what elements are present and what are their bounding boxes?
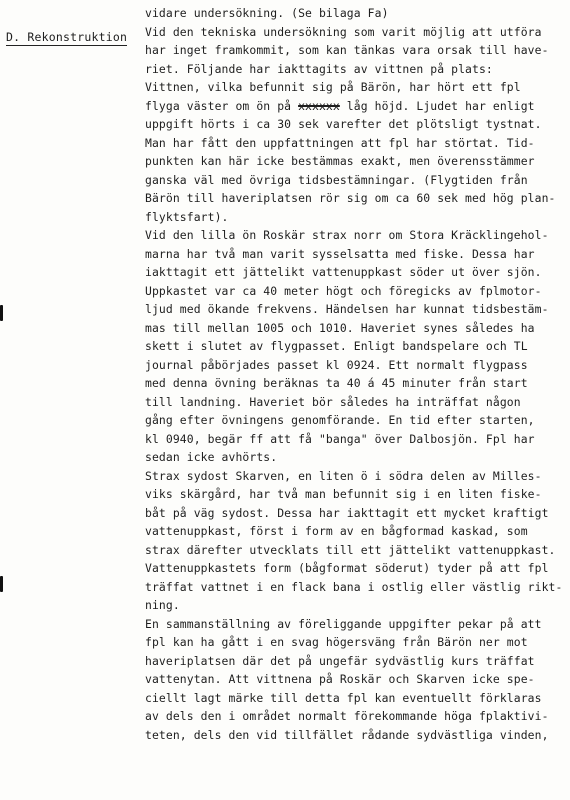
text-line: Man har fått den uppfattningen att fpl har störtat. Tid- bbox=[145, 135, 535, 150]
text-line: flyga väster om ön på xxxxxx låg höjd. Ljudet har enligt bbox=[145, 98, 535, 113]
text-line: skett i slutet av flygpasset. Enligt bandspelare och TL bbox=[145, 339, 528, 353]
text-line: kl 0940, begär ff att få "banga" över Dalbosjön. Fpl har bbox=[145, 431, 535, 446]
text-line: strax därefter utvecklats till ett jättelikt vattenuppkast. bbox=[145, 542, 556, 557]
text-line: gång efter övningens genomförande. En tid efter starten, bbox=[145, 413, 535, 427]
text-line: Vid den lilla ön Roskär strax norr om Stora Kräcklingehol- bbox=[145, 228, 549, 242]
text-line: med denna övning beräknas ta 40 á 45 minuter från start bbox=[145, 376, 528, 390]
text-line: Vid den tekniska undersökning som varit möjlig att utföra bbox=[145, 24, 542, 39]
text-line: En sammanställning av föreliggande uppgifter pekar på att bbox=[145, 616, 542, 631]
text-line: Strax sydost Skarven, en liten ö i södra delen av Milles- bbox=[145, 468, 542, 483]
text-line: av dels den i området normalt förekommande höga fplaktivi- bbox=[145, 709, 549, 723]
text-line: Vittnen, vilka befunnit sig på Bärön, har hört ett fpl bbox=[145, 80, 521, 94]
text-line: iakttagit ett jättelikt vattenuppkast söder ut över sjön. bbox=[145, 265, 542, 279]
text-line: punkten kan här icke bestämmas exakt, men överensstämmer bbox=[145, 154, 535, 168]
text-line: journal påbörjades passet kl 0924. Ett normalt flygpass bbox=[145, 357, 528, 372]
margin-punch-mark bbox=[0, 305, 3, 321]
text-line: Bärön till haveriplatsen rör sig om ca 60 sek med hög plan- bbox=[145, 191, 556, 205]
text-line: ljud med ökande frekvens. Händelsen har kunnat tidsbestäm- bbox=[145, 302, 549, 316]
text-line: Vattenuppkastets form (bågformat söderut) tyder på att fpl bbox=[145, 561, 549, 575]
text-line: träffat vattnet i en flack bana i ostlig eller västlig rikt- bbox=[145, 579, 563, 594]
text-line: vattenuppkast, först i form av en bågformad kaskad, som bbox=[145, 524, 528, 538]
text-line: mas till mellan 1005 och 1010. Haveriet synes således ha bbox=[145, 320, 535, 335]
section-heading: D. Rekonstruktion bbox=[6, 30, 128, 44]
text-line: sedan icke avhörts. bbox=[145, 450, 278, 464]
text-line: teten, dels den vid tillfället rådande sydvästliga vinden, bbox=[145, 727, 549, 742]
margin-punch-mark bbox=[0, 576, 3, 592]
text-line: vattenytan. Att vittnena på Roskär och Skarven icke spe- bbox=[145, 672, 535, 686]
text-line: fpl kan ha gått i en svag högersväng från Bärön ner mot bbox=[145, 635, 528, 649]
text-line: Uppkastet var ca 40 meter högt och föregicks av fplmotor- bbox=[145, 283, 542, 298]
text-line: marna har två man varit sysselsatta med fiske. Dessa har bbox=[145, 246, 535, 261]
text-line: ciellt lagt märke till detta fpl kan eventuellt förklaras bbox=[145, 690, 542, 705]
text-line: ganska väl med övriga tidsbestämningar. (Flygtiden från bbox=[145, 172, 528, 187]
text-line: haveriplatsen där det på ungefär sydvästlig kurs träffat bbox=[145, 653, 535, 668]
text-line: vidare undersökning. (Se bilaga Fa) bbox=[145, 6, 389, 20]
struck-out-word: xxxxxx bbox=[298, 98, 340, 113]
text-line: viks skärgård, har två man befunnit sig i en liten fiske- bbox=[145, 487, 542, 501]
text-line: uppgift hörts i ca 30 sek varefter det plötsligt tystnat. bbox=[145, 117, 542, 131]
text-line: har inget framkommit, som kan tänkas vara orsak till have- bbox=[145, 43, 549, 57]
text-line: riet. Följande har iakttagits av vittnen på plats: bbox=[145, 61, 493, 76]
report-body bbox=[145, 4, 565, 744]
text-line: flyktsfart). bbox=[145, 209, 229, 224]
text-line: båt på väg sydost. Dessa har iakttagit ett mycket kraftigt bbox=[145, 505, 549, 520]
text-line: till landning. Haveriet bör således ha inträffat någon bbox=[145, 394, 521, 409]
text-line: ning. bbox=[145, 598, 180, 612]
